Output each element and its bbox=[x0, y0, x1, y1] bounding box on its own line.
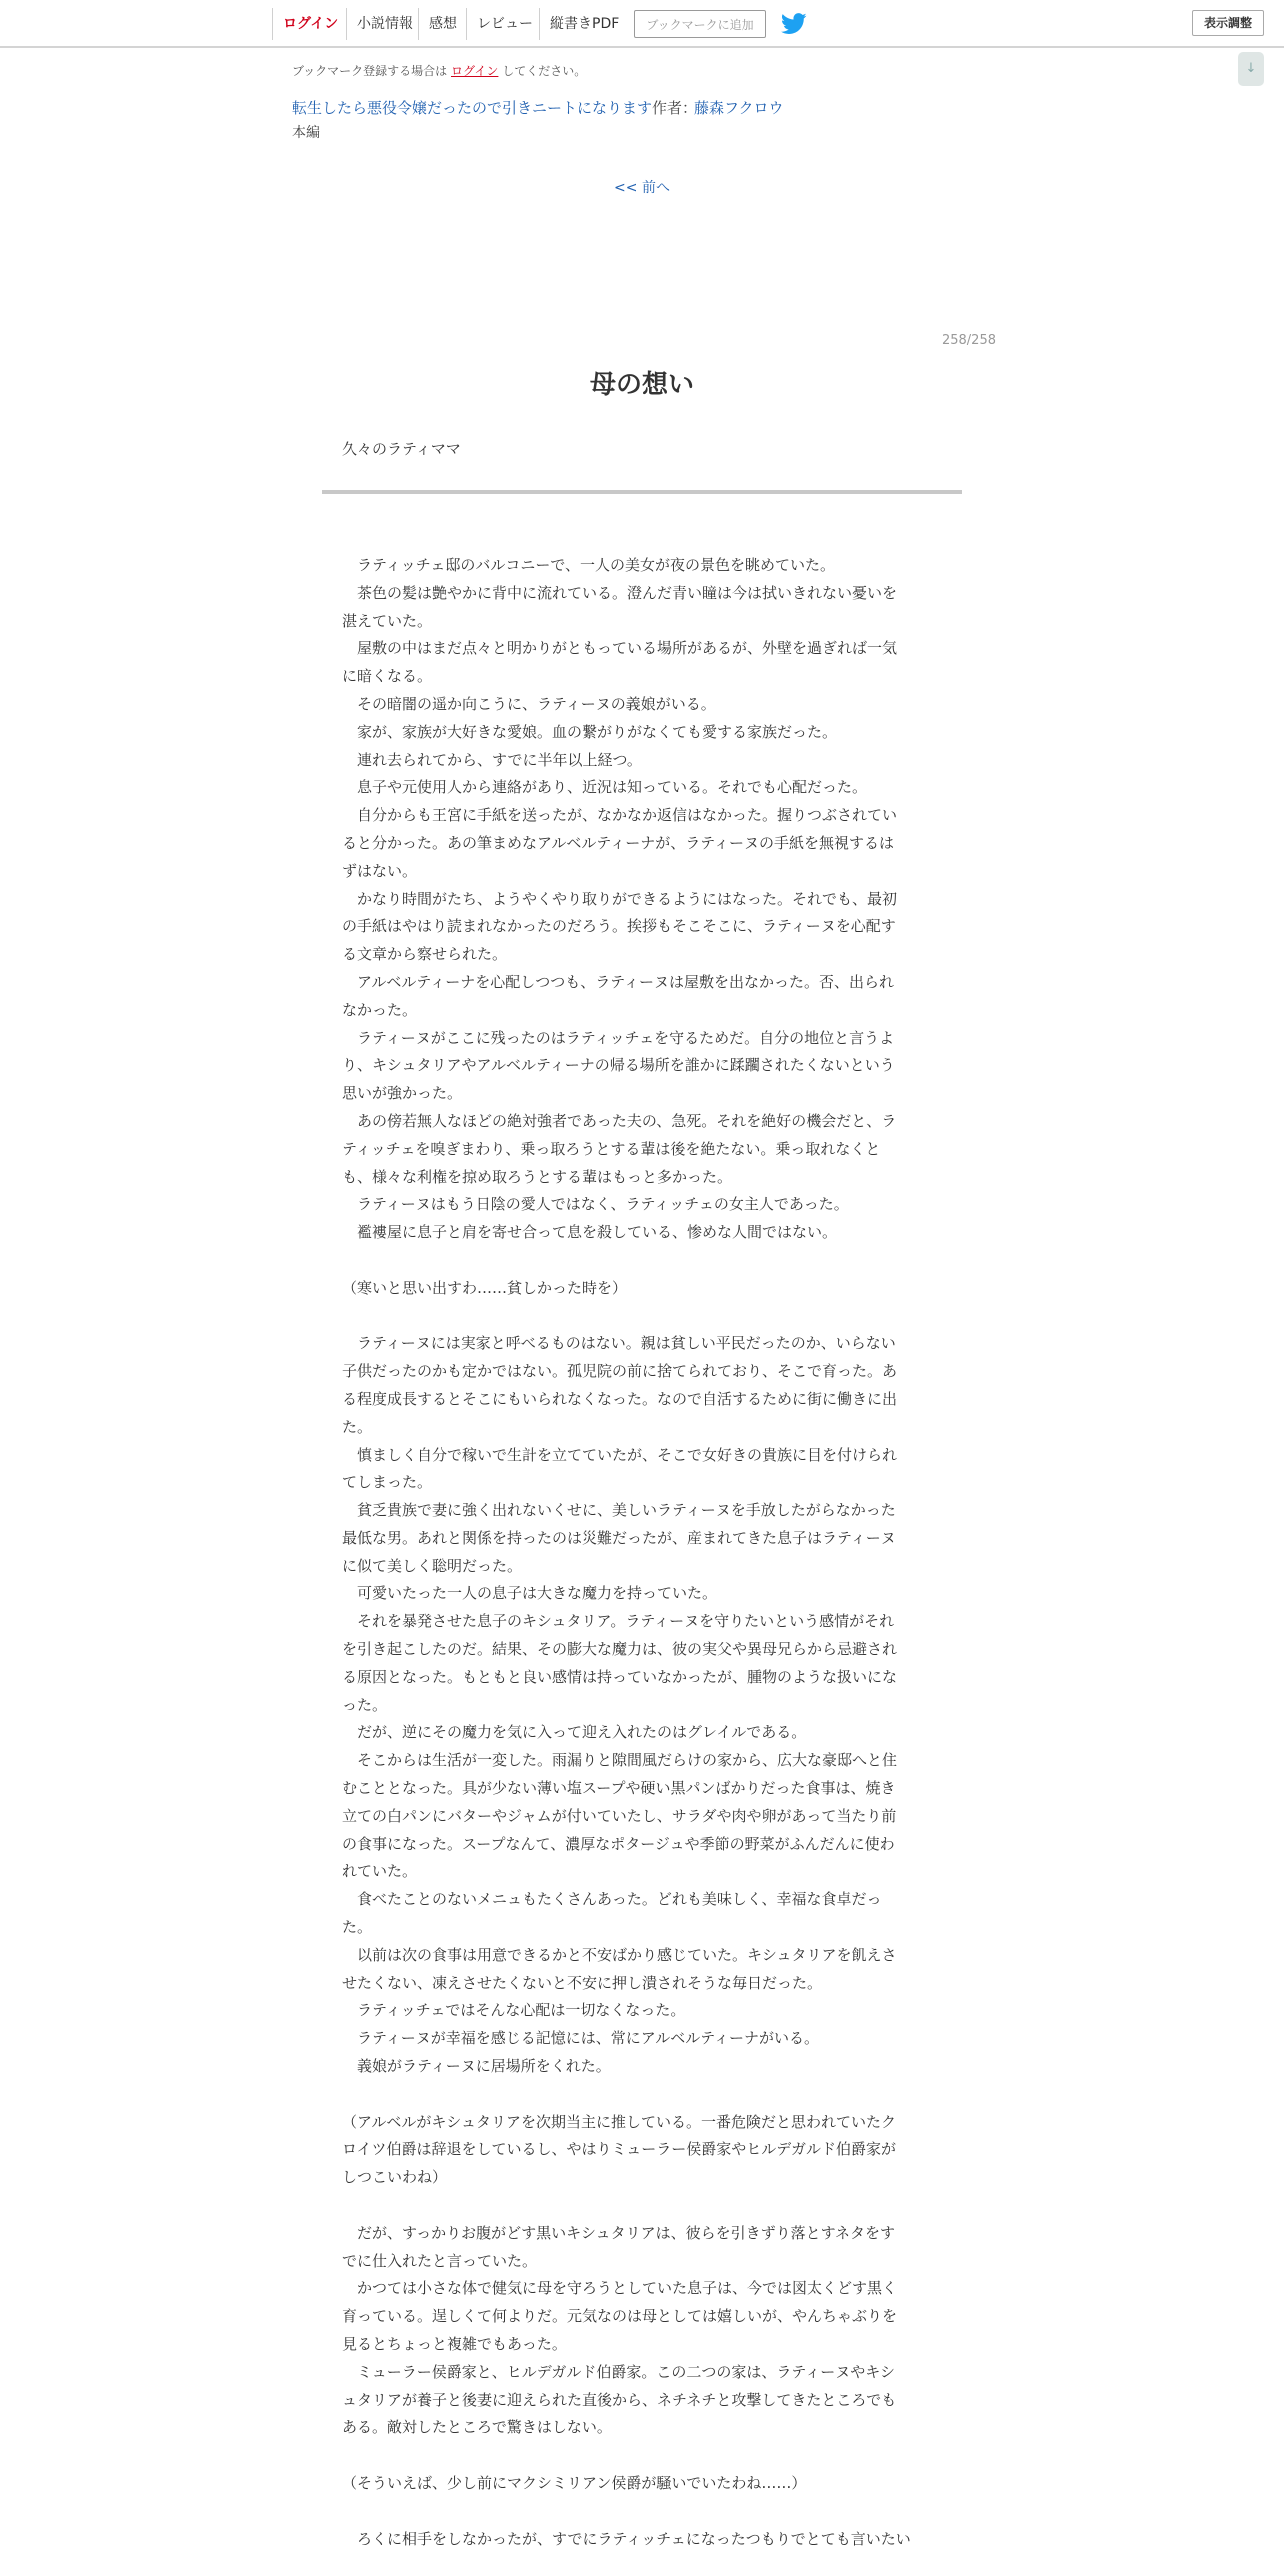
body-line: ティッチェを嗅ぎまわり、乗っ取ろうとする輩は後を絶たない。乗っ取れなくと bbox=[342, 1139, 881, 1158]
body-line: の食事になった。スープなんて、濃厚なポタージュや季節の野菜がふんだんに使わ bbox=[342, 1834, 895, 1853]
body-line: 義娘がラティーヌに居場所をくれた。 bbox=[342, 2057, 611, 2076]
body-line: 屋敷の中はまだ点々と明かりがともっている場所があるが、外壁を過ぎれば一気 bbox=[342, 639, 898, 658]
author-name-link[interactable]: 藤森フクロウ bbox=[694, 99, 784, 117]
body-line bbox=[342, 2081, 942, 2109]
scroll-down-button[interactable]: ↓ bbox=[1238, 52, 1264, 86]
body-line: ラティーヌが幸福を感じる記憶には、常にアルベルティーナがいる。 bbox=[342, 2029, 820, 2048]
nav-login-link[interactable]: ログイン bbox=[272, 8, 348, 40]
body-line: ラティーヌがここに残ったのはラティッチェを守るためだ。自分の地位と言うよ bbox=[342, 1028, 895, 1047]
body-line: ュタリアが養子と後妻に迎えられた直後から、ネチネチと攻撃してきたところでも bbox=[342, 2390, 897, 2409]
body-line: る原因となった。もともと良い感情は持っていなかったが、腫物のような扱いにな bbox=[342, 1667, 898, 1686]
bookmark-login-notice bbox=[292, 62, 586, 79]
body-line: 育っている。逞しくて何よりだ。元気なのは母としては嬉しいが、やんちゃぶりを bbox=[342, 2307, 898, 2326]
body-line: ラティーヌには実家と呼べるものはない。親は貧しい平民だったのか、いらない bbox=[342, 1334, 896, 1353]
body-line: むこととなった。具が少ない薄い塩スープや硬い黒パンばかりだった食事は、焼き bbox=[342, 1779, 896, 1798]
body-line: 息子や元使用人から連絡があり、近況は知っている。それでも心配だった。 bbox=[342, 778, 868, 797]
body-line bbox=[342, 2498, 942, 2526]
body-line: 茶色の髪は艶やかに背中に流れている。澄んだ青い瞳は今は拭いきれない憂いを bbox=[342, 583, 898, 602]
body-line: 以前は次の食事は用意できるかと不安ばかり感じていた。キシュタリアを飢えさ bbox=[342, 1945, 897, 1964]
prev-chapter-link-text[interactable]: << 前へ bbox=[614, 180, 670, 196]
body-line: ラティーヌはもう日陰の愛人ではなく、ラティッチェの女主人であった。 bbox=[342, 1195, 849, 1214]
body-line: 自分からも王宮に手紙を送ったが、なかなか返信はなかった。握りつぶされてい bbox=[342, 806, 898, 825]
body-line: を引き起こしたのだ。結果、その膨大な魔力は、彼の実父や異母兄らから忌避され bbox=[342, 1640, 898, 1659]
body-line: だが、逆にその魔力を気に入って迎え入れたのはグレイルである。 bbox=[342, 1723, 807, 1742]
page-counter: 258/258 bbox=[941, 333, 996, 348]
body-line: （アルベルがキシュタリアを次期当主に推している。一番危険だと思われていたク bbox=[342, 2112, 896, 2131]
body-line: た。 bbox=[342, 1417, 373, 1436]
body-line: る文章から察せられた。 bbox=[342, 945, 508, 964]
body-line: それを暴発させた息子のキシュタリア。ラティーヌを守りたいという感情がそれ bbox=[342, 1612, 895, 1631]
body-line: その暗闇の遥か向こうに、ラティーヌの義娘がいる。 bbox=[342, 694, 716, 713]
nav-review-link[interactable]: レビュー bbox=[466, 8, 543, 40]
body-line: 連れ去られてから、すでに半年以上経つ。 bbox=[342, 750, 642, 769]
notice-suffix: してください。 bbox=[502, 64, 587, 78]
body-line: 家が、家族が大好きな愛娘。血の繋がりがなくても愛する家族だった。 bbox=[342, 722, 838, 741]
body-line: かつては小さな体で健気に母を守ろうとしていた息子は、今では図太くどす黒く bbox=[342, 2279, 898, 2298]
body-line: ろくに相手をしなかったが、すでにラティッチェになったつもりでとても言いたい bbox=[342, 2529, 911, 2548]
body-line: 最低な男。あれと関係を持ったのは災難だったが、産まれてきた息子はラティーヌ bbox=[342, 1528, 896, 1547]
body-line: 子供だったのかも定かではない。孤児院の前に捨てられており、そこで育った。あ bbox=[342, 1362, 898, 1381]
chapter-title: 母の想い bbox=[589, 370, 694, 400]
body-line: ラティッチェではそんな心配は一切なくなった。 bbox=[342, 2001, 686, 2020]
body-line: 慎ましく自分で稼いで生計を立てていたが、そこで女好きの貴族に目を付けられ bbox=[342, 1445, 898, 1464]
body-line: た。 bbox=[342, 1918, 373, 1937]
prev-chapter-link bbox=[0, 177, 1284, 197]
body-line: 貧乏貴族で妻に強く出れないくせに、美しいラティーヌを手放したがらなかった bbox=[342, 1501, 896, 1520]
body-line: 湛えていた。 bbox=[342, 611, 433, 630]
chapter-subtitle: 久々のラティママ bbox=[342, 440, 461, 458]
notice-login-link[interactable]: ログイン bbox=[451, 64, 499, 78]
nav-impressions-link[interactable]: 感想 bbox=[418, 8, 467, 40]
body-line: ロイツ伯爵は辞退をしているし、やはりミューラー侯爵家やヒルデガルド伯爵家が bbox=[342, 2140, 896, 2159]
body-line: も、様々な利権を掠め取ろうとする輩はもっと多かった。 bbox=[342, 1167, 733, 1186]
body-line: だが、すっかりお腹がどす黒いキシュタリアは、彼らを引きずり落とすネタをす bbox=[342, 2223, 896, 2242]
twitter-bird-icon[interactable] bbox=[781, 13, 807, 35]
body-line: り、キシュタリアやアルベルティーナの帰る場所を誰かに蹂躙されたくないという bbox=[342, 1056, 895, 1075]
body-line: 可愛いたった一人の息子は大きな魔力を持っていた。 bbox=[342, 1584, 718, 1603]
body-line: てしまった。 bbox=[342, 1473, 433, 1492]
body-line: った。 bbox=[342, 1695, 388, 1714]
author-label: 作者： bbox=[652, 99, 698, 117]
section-label: 本編 bbox=[292, 125, 320, 141]
body-line: ミューラー侯爵家と、ヒルデガルド伯爵家。この二つの家は、ラティーヌやキシ bbox=[342, 2362, 896, 2381]
body-line: 見るとちょっと複雑でもあった。 bbox=[342, 2335, 567, 2353]
body-line bbox=[342, 2192, 942, 2220]
body-line bbox=[342, 1303, 942, 1331]
body-line: 食べたことのないメニュもたくさんあった。どれも美味しく、幸福な食卓だっ bbox=[342, 1890, 882, 1909]
body-line: せたくない、凍えさせたくないと不安に押し潰されそうな毎日だった。 bbox=[342, 1973, 823, 1992]
body-line: ると分かった。あの筆まめなアルベルティーナが、ラティーヌの手紙を無視するは bbox=[342, 833, 895, 852]
body-line: ずはない。 bbox=[342, 861, 418, 880]
body-line: れていた。 bbox=[342, 1862, 418, 1881]
nav-vertical-pdf-link[interactable]: 縦書きPDF bbox=[539, 8, 629, 40]
chapter-body bbox=[342, 552, 942, 2553]
body-line: アルベルティーナを心配しつつも、ラティーヌは屋敷を出なかった。否、出られ bbox=[342, 972, 895, 991]
body-line: そこからは生活が一変した。雨漏りと隙間風だらけの家から、広大な豪邸へと住 bbox=[342, 1751, 898, 1770]
body-line: （寒いと思い出すわ……貧しかった時を） bbox=[342, 1278, 628, 1297]
body-line: かなり時間がたち、ようやくやり取りができるようにはなった。それでも、最初 bbox=[342, 889, 898, 908]
bookmark-add-button[interactable]: ブックマークに追加 bbox=[634, 10, 766, 38]
body-line: （そういえば、少し前にマクシミリアン侯爵が騒いでいたわね……） bbox=[342, 2473, 807, 2492]
body-line: なかった。 bbox=[342, 1000, 418, 1019]
body-line: ある。敵対したところで驚きはしない。 bbox=[342, 2418, 612, 2437]
display-adjust-button[interactable]: 表示調整 bbox=[1192, 10, 1264, 36]
nav-novel-info-link[interactable]: 小説情報 bbox=[346, 8, 423, 40]
body-line: の手紙はやはり読まれなかったのだろう。挨拶もそこそこに、ラティーヌを心配す bbox=[342, 917, 896, 936]
body-line: に似て美しく聡明だった。 bbox=[342, 1556, 523, 1575]
body-line: る程度成長するとそこにもいられなくなった。なので自活するために街に働きに出 bbox=[342, 1389, 898, 1408]
body-line: 襤褸屋に息子と肩を寄せ合って息を殺している、惨めな人間ではない。 bbox=[342, 1223, 838, 1242]
body-line: 思いが強かった。 bbox=[342, 1084, 463, 1103]
body-line bbox=[342, 1247, 942, 1275]
body-line: あの傍若無人なほどの絶対強者であった夫の、急死。それを絶好の機会だと、ラ bbox=[342, 1111, 897, 1130]
novel-title-link[interactable]: 転生したら悪役令嬢だったので引きニートになります bbox=[292, 99, 653, 117]
notice-prefix: ブックマーク登録する場合は bbox=[292, 64, 448, 78]
body-line: ラティッチェ邸のバルコニーで、一人の美女が夜の景色を眺めていた。 bbox=[342, 556, 836, 574]
top-nav-bar bbox=[0, 0, 1284, 48]
body-line: に暗くなる。 bbox=[342, 667, 433, 686]
body-line bbox=[342, 2442, 942, 2470]
body-line: しつこいわね） bbox=[342, 2168, 448, 2187]
body-line: でに仕入れたと言っていた。 bbox=[342, 2251, 538, 2270]
section-divider bbox=[322, 490, 962, 494]
body-line: 立ての白パンにバターやジャムが付いていたし、サラダや肉や卵があって当たり前 bbox=[342, 1806, 897, 1825]
